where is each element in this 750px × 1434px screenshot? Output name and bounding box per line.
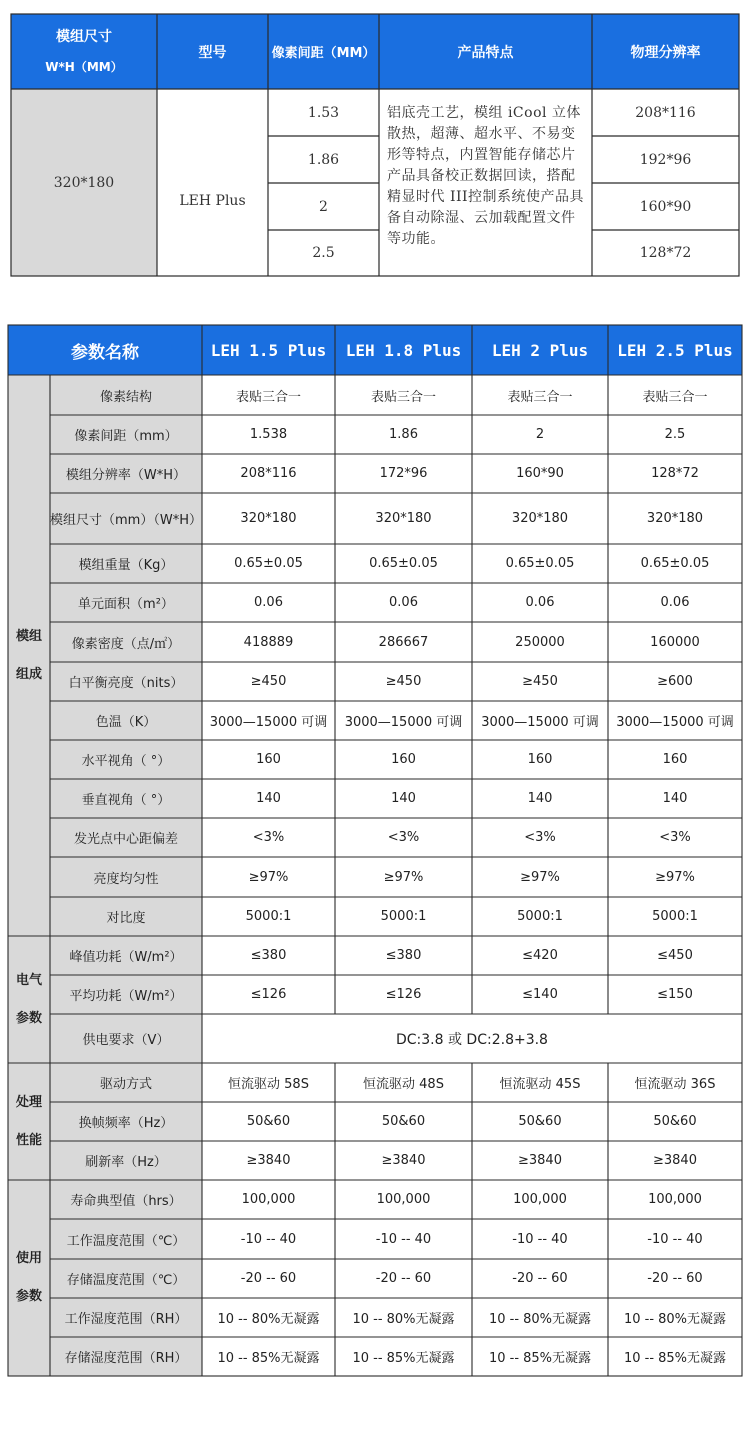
row-label: 存储湿度范围（RH） (50, 1337, 202, 1376)
group-label-line2: 参数 (15, 1289, 42, 1304)
row-value: 5000:1 (335, 897, 472, 936)
pitch-value: 2.5 (268, 230, 379, 276)
row-label: 垂直视角（ °） (50, 779, 202, 818)
row-value: <3% (202, 818, 335, 857)
row-value: 0.06 (608, 583, 742, 622)
row-label: 模组尺寸（mm）（W*H） (50, 493, 202, 544)
row-value: ≥3840 (335, 1141, 472, 1180)
row-value: 2 (472, 415, 608, 454)
header-module-size-unit: W*H（MM） (45, 59, 123, 74)
row-value: 0.65±0.05 (608, 544, 742, 583)
row-value: 3000—15000 可调 (608, 701, 742, 740)
row-value: 140 (335, 779, 472, 818)
row-label: 供电要求（V） (50, 1014, 202, 1063)
row-value: 320*180 (608, 493, 742, 544)
row-value: 5000:1 (202, 897, 335, 936)
pitch-value: 2 (268, 183, 379, 230)
group-label-line1: 模组 (15, 628, 42, 644)
row-value: <3% (472, 818, 608, 857)
row-value: 10 -- 85%无凝露 (335, 1337, 472, 1376)
row-value: ≤150 (608, 975, 742, 1014)
row-value: ≥450 (472, 662, 608, 701)
row-value: ≥450 (202, 662, 335, 701)
row-value: 320*180 (202, 493, 335, 544)
header-model: 型号 (157, 14, 268, 89)
row-value: ≥97% (202, 857, 335, 897)
header-model-4: LEH 2.5 Plus (608, 325, 742, 375)
row-value: 1.538 (202, 415, 335, 454)
row-value: 恒流驱动 48S (335, 1063, 472, 1102)
group-label-line1: 使用 (15, 1251, 42, 1266)
header-parameter-name: 参数名称 (8, 325, 202, 375)
features-text: 铝底壳工艺，模组 iCool 立体散热，超薄、超水平、不易变形等特点，内置智能存储芯片产品具备校正数据回读，搭配精显时代 III控制系统使产品具备自动除湿、云加载配置文件等功能。 (379, 89, 592, 276)
row-value: 320*180 (335, 493, 472, 544)
row-label: 存储温度范围（℃） (50, 1259, 202, 1298)
row-value: 250000 (472, 622, 608, 662)
header-features: 产品特点 (379, 14, 592, 89)
row-label: 发光点中心距偏差 (50, 818, 202, 857)
row-value: 140 (472, 779, 608, 818)
group-label (8, 936, 50, 1063)
row-value: ≥3840 (472, 1141, 608, 1180)
row-value: 5000:1 (608, 897, 742, 936)
pitch-value: 1.53 (268, 89, 379, 136)
row-value: 320*180 (472, 493, 608, 544)
group-label-line2: 性能 (15, 1132, 42, 1148)
row-value: 10 -- 85%无凝露 (608, 1337, 742, 1376)
row-label: 色温（K） (50, 701, 202, 740)
row-label: 峰值功耗（W/m²） (50, 936, 202, 975)
row-value: 10 -- 85%无凝露 (472, 1337, 608, 1376)
header-pixel-pitch: 像素间距（MM） (268, 14, 379, 89)
row-label: 单元面积（m²） (50, 583, 202, 622)
row-value: ≤380 (202, 936, 335, 975)
row-value: 172*96 (335, 454, 472, 493)
row-value: 0.65±0.05 (335, 544, 472, 583)
group-label-line2: 组成 (15, 666, 42, 682)
row-value: 3000—15000 可调 (472, 701, 608, 740)
row-value: -20 -- 60 (472, 1259, 608, 1298)
group-label (8, 375, 50, 936)
row-value: ≤380 (335, 936, 472, 975)
group-label (8, 1180, 50, 1376)
row-value: 恒流驱动 58S (202, 1063, 335, 1102)
row-value: ≤450 (608, 936, 742, 975)
row-value: 160000 (608, 622, 742, 662)
row-value: -10 -- 40 (335, 1219, 472, 1259)
row-label: 像素密度（点/㎡） (50, 622, 202, 662)
row-label: 驱动方式 (50, 1063, 202, 1102)
row-value: 286667 (335, 622, 472, 662)
row-value: 0.65±0.05 (472, 544, 608, 583)
row-value: 3000—15000 可调 (202, 701, 335, 740)
header-module-size-label: 模组尺寸 (56, 28, 112, 45)
row-value: 10 -- 80%无凝露 (472, 1298, 608, 1337)
row-label: 模组重量（Kg） (50, 544, 202, 583)
row-value: <3% (335, 818, 472, 857)
row-value: ≤126 (202, 975, 335, 1014)
row-value: 0.65±0.05 (202, 544, 335, 583)
row-label: 工作温度范围（℃） (50, 1219, 202, 1259)
row-label: 像素间距（mm） (50, 415, 202, 454)
row-value: ≥3840 (608, 1141, 742, 1180)
row-value: 160 (472, 740, 608, 779)
row-value: -20 -- 60 (335, 1259, 472, 1298)
row-value: 表贴三合一 (335, 375, 472, 415)
row-value: 140 (608, 779, 742, 818)
row-value: 100,000 (335, 1180, 472, 1219)
row-value: -10 -- 40 (472, 1219, 608, 1259)
row-value: 50&60 (202, 1102, 335, 1141)
row-label: 像素结构 (50, 375, 202, 415)
header-resolution: 物理分辨率 (592, 14, 739, 89)
row-value: 418889 (202, 622, 335, 662)
row-value: 恒流驱动 36S (608, 1063, 742, 1102)
row-value: 表贴三合一 (202, 375, 335, 415)
row-value: 100,000 (472, 1180, 608, 1219)
row-value: -20 -- 60 (608, 1259, 742, 1298)
header-model-2: LEH 1.8 Plus (335, 325, 472, 375)
row-value: 3000—15000 可调 (335, 701, 472, 740)
header-model-1: LEH 1.5 Plus (202, 325, 335, 375)
row-value: -10 -- 40 (608, 1219, 742, 1259)
row-value: 208*116 (202, 454, 335, 493)
pitch-value: 1.86 (268, 136, 379, 183)
row-label: 换帧频率（Hz） (50, 1102, 202, 1141)
resolution-value: 128*72 (592, 230, 739, 276)
row-value: 10 -- 80%无凝露 (335, 1298, 472, 1337)
row-value: 128*72 (608, 454, 742, 493)
header-module-size (11, 14, 157, 89)
row-value: 10 -- 85%无凝露 (202, 1337, 335, 1376)
row-value: 140 (202, 779, 335, 818)
row-value: <3% (608, 818, 742, 857)
row-value: 160 (608, 740, 742, 779)
row-value: ≥3840 (202, 1141, 335, 1180)
row-label: 寿命典型值（hrs） (50, 1180, 202, 1219)
resolution-value: 208*116 (592, 89, 739, 136)
row-value: 恒流驱动 45S (472, 1063, 608, 1102)
row-label: 工作湿度范围（RH） (50, 1298, 202, 1337)
group-label-line2: 参数 (15, 1010, 42, 1026)
module-size-value: 320*180 (11, 89, 157, 276)
row-value: ≥600 (608, 662, 742, 701)
row-label: 亮度均匀性 (50, 857, 202, 897)
row-value: ≥97% (335, 857, 472, 897)
row-value: 100,000 (202, 1180, 335, 1219)
row-value: 50&60 (472, 1102, 608, 1141)
row-value: 1.86 (335, 415, 472, 454)
row-value: ≥97% (608, 857, 742, 897)
row-value: ≤420 (472, 936, 608, 975)
header-model-3: LEH 2 Plus (472, 325, 608, 375)
row-value: 表贴三合一 (608, 375, 742, 415)
row-value: ≥450 (335, 662, 472, 701)
row-value: 10 -- 80%无凝露 (608, 1298, 742, 1337)
group-label-line1: 处理 (15, 1094, 42, 1110)
group-label-line1: 电气 (15, 972, 42, 988)
row-value: 表贴三合一 (472, 375, 608, 415)
row-value: 160*90 (472, 454, 608, 493)
row-label: 模组分辨率（W*H） (50, 454, 202, 493)
resolution-value: 160*90 (592, 183, 739, 230)
group-label (8, 1063, 50, 1180)
row-value: ≤140 (472, 975, 608, 1014)
row-value: ≥97% (472, 857, 608, 897)
row-label: 水平视角（ °） (50, 740, 202, 779)
row-label: 刷新率（Hz） (50, 1141, 202, 1180)
resolution-value: 192*96 (592, 136, 739, 183)
row-value: 0.06 (335, 583, 472, 622)
row-value: 0.06 (472, 583, 608, 622)
row-value: -20 -- 60 (202, 1259, 335, 1298)
row-value: 160 (202, 740, 335, 779)
row-value: 160 (335, 740, 472, 779)
row-label: 平均功耗（W/m²） (50, 975, 202, 1014)
row-value: 5000:1 (472, 897, 608, 936)
row-value: 100,000 (608, 1180, 742, 1219)
merged-value: DC:3.8 或 DC:2.8+3.8 (202, 1014, 742, 1063)
row-value: ≤126 (335, 975, 472, 1014)
model-value: LEH Plus (157, 89, 268, 276)
row-value: -10 -- 40 (202, 1219, 335, 1259)
row-value: 2.5 (608, 415, 742, 454)
row-value: 0.06 (202, 583, 335, 622)
row-label: 白平衡亮度（nits） (50, 662, 202, 701)
row-value: 50&60 (608, 1102, 742, 1141)
row-value: 50&60 (335, 1102, 472, 1141)
row-value: 10 -- 80%无凝露 (202, 1298, 335, 1337)
row-label: 对比度 (50, 897, 202, 936)
